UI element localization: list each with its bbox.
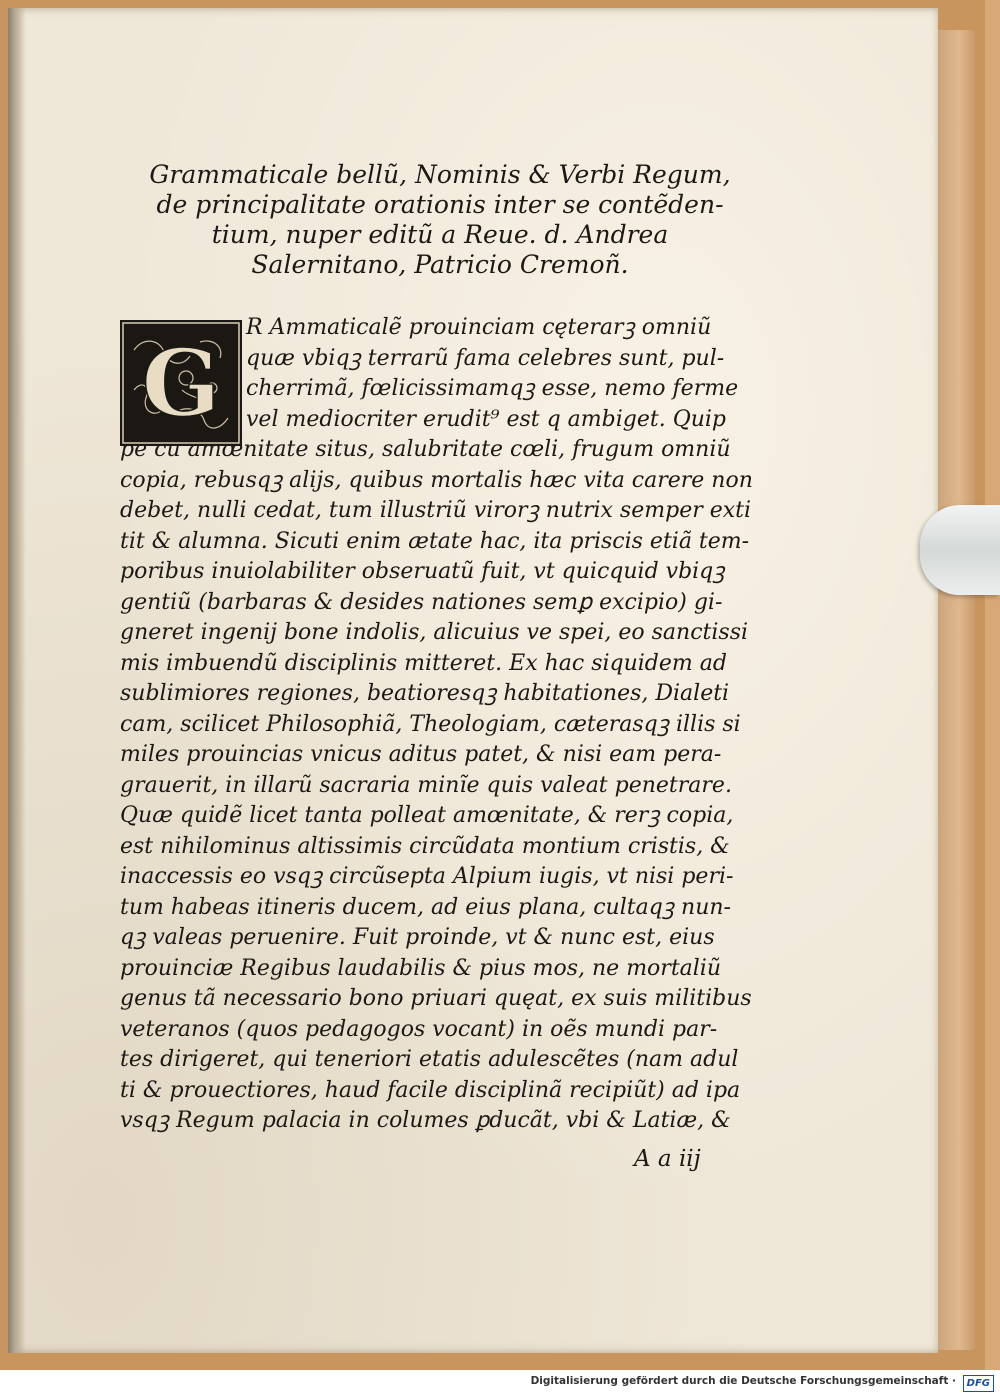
body-line: grauerit, in illarũ sacraria minĩe quis valeat penetrare.	[120, 772, 732, 798]
body-line: gneret ingenij bone indolis, alicuius ve spei, eo sanctissi	[120, 620, 749, 645]
body-line: genus tã necessario bono priuari quęat, ex suis militibus	[120, 986, 752, 1011]
title-line: tium, nuper editũ a Reue. d. Andrea	[211, 220, 669, 249]
body-line: mis imbuendũ disciplinis mitteret. Ex hac siquidem ad	[120, 650, 727, 676]
dfg-logo-icon[interactable]: DFG	[963, 1375, 994, 1392]
body-line: ti & prouectiores, haud facile disciplinã recipiũt) ad ipa	[120, 1077, 741, 1103]
initial-letter: G	[141, 329, 221, 437]
footer-bar	[0, 1372, 1000, 1394]
body-line: vsqꝫ Regum palacia in columes ꝑducãt, vbi & Latiæ, &	[120, 1108, 731, 1133]
body-line: copia, rebusqꝫ alijs, quibus mortalis hæc vita carere non	[120, 467, 753, 493]
title-line: Grammaticale bellũ, Nominis & Verbi Regum,	[149, 160, 731, 189]
title-line: Salernitano, Patricio Cremoñ.	[251, 250, 629, 279]
body-line: est nihilominus altissimis circũdata montium cristis, &	[120, 833, 730, 859]
body-line: prouinciæ Regibus laudabilis & pius mos, ne mortaliũ	[120, 955, 722, 981]
body-line: poribus inuiolabiliter obseruatũ fuit, vt quicquid vbiqꝫ	[120, 559, 725, 584]
body-line: cam, scilicet Philosophiã, Theologiam, cæterasqꝫ illis si	[120, 711, 741, 737]
title-line: de principalitate orationis inter se contẽden-	[156, 190, 724, 219]
body-line: tit & alumna. Sicuti enim ætate hac, ita priscis etiã tem-	[120, 528, 750, 554]
body-line: tes dirigeret, qui teneriori etatis adulescẽtes (nam adul	[120, 1047, 739, 1072]
body-line: pe cũ amœnitate situs, salubritate cœli, frugum omniũ	[120, 437, 731, 462]
signature-mark: A a iij	[634, 1146, 701, 1172]
body-text	[120, 313, 770, 1137]
body-line: qꝫ valeas peruenire. Fuit proinde, vt & nunc est, eius	[120, 925, 715, 950]
body-line: inaccessis eo vsqꝫ circũsepta Alpium iugis, vt nisi peri-	[120, 864, 734, 889]
body-line: vel mediocriter erudit⁹ est q ambiget. Quip	[246, 406, 727, 432]
body-line: tum habeas itineris ducem, ad eius plana, cultaqꝫ nun-	[120, 894, 731, 920]
body-line: Quæ quidẽ licet tanta polleat amœnitate, & rerꝫ copia,	[120, 803, 734, 828]
body-line: debet, nulli cedat, tum illustriũ virorꝫ nutrix semper exti	[120, 498, 752, 523]
body-line: veteranos (quos pedagogos vocant) in oẽs mundi par-	[120, 1016, 718, 1042]
funding-credit: Digitalisierung gefördert durch die Deutsche Forschungsgemeinschaft ·	[530, 1375, 956, 1387]
body-line: R Ammaticalẽ prouinciam cęterarꝫ omniũ	[246, 315, 712, 340]
body-line: gentiũ (barbaras & desides nationes semꝑ excipio) gi-	[120, 589, 723, 615]
page-title	[140, 160, 740, 280]
body-line: miles prouincias vnicus aditus patet, & nisi eam pera-	[120, 742, 722, 767]
cover-edge	[935, 30, 975, 1350]
body-line: sublimiores regiones, beatioresqꝫ habitationes, Dialeti	[120, 681, 730, 706]
page-clip	[920, 505, 1000, 595]
body-line: cherrimã, fœlicissimamqꝫ esse, nemo ferme	[246, 376, 739, 401]
body-line: quæ vbiqꝫ terrarũ fama celebres sunt, pul-	[246, 345, 725, 371]
page-gutter-shadow	[8, 8, 26, 1353]
